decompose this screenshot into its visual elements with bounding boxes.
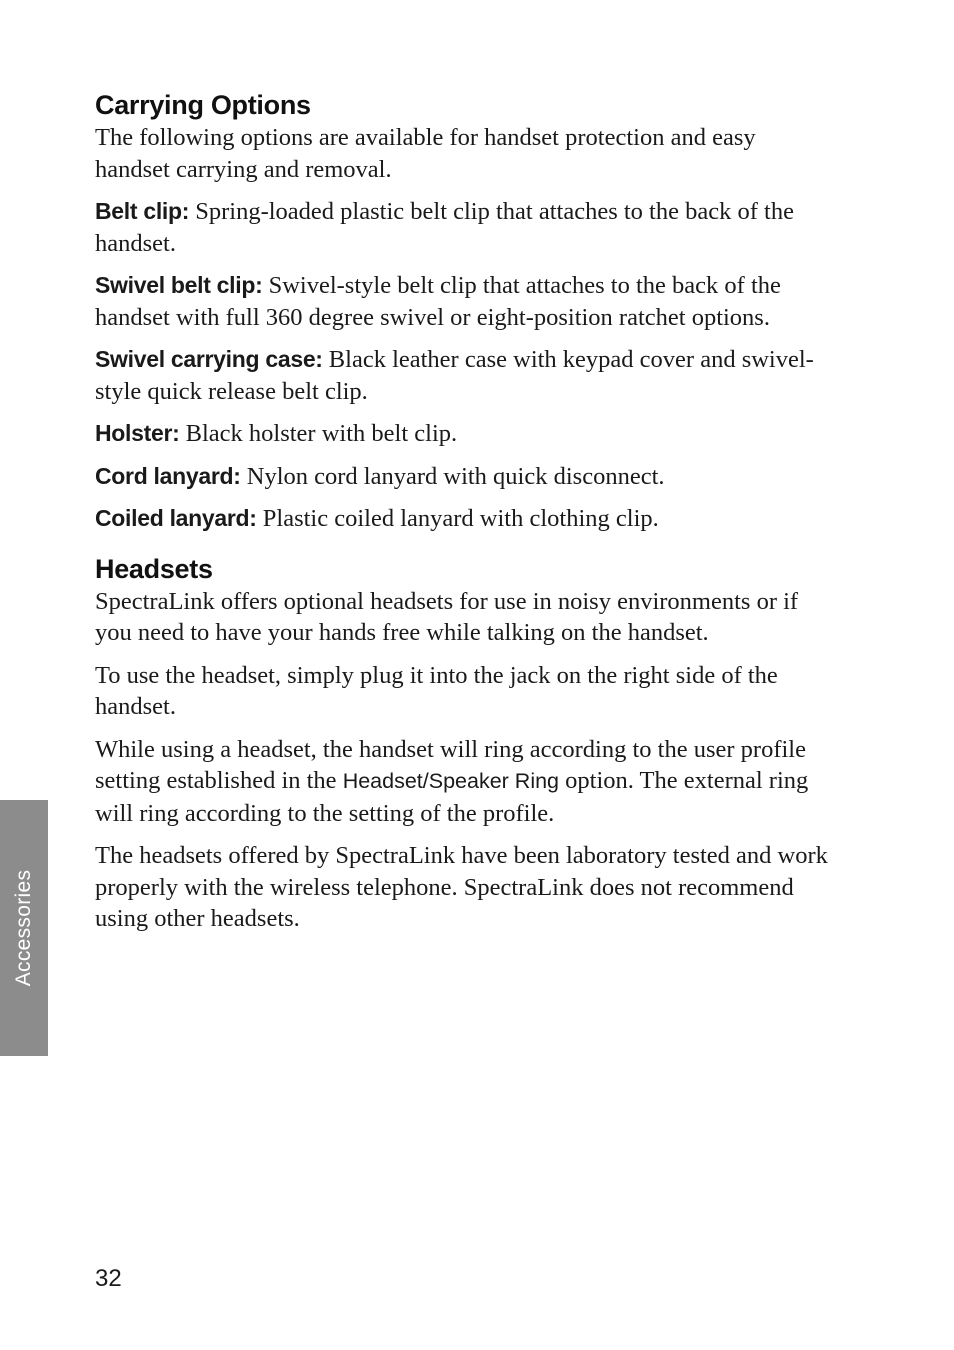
headsets-paragraph-1: SpectraLink offers optional headsets for use in noisy environments or if you need to have your hands free while talking on the handset. xyxy=(95,587,799,646)
option-swivel-carrying-case xyxy=(95,344,835,407)
menu-option-reference: Headset/Speaker Ring xyxy=(342,769,560,793)
option-swivel-belt-clip xyxy=(95,270,835,333)
section-heading-carrying-options: Carrying Options xyxy=(95,90,311,120)
option-term: Swivel belt clip: xyxy=(95,272,263,298)
option-description: Nylon cord lanyard with quick disconnect. xyxy=(240,462,665,490)
headsets-paragraph-2: To use the headset, simply plug it into the jack on the right side of the handset. xyxy=(95,661,778,720)
page-content xyxy=(95,88,835,946)
option-description: Swivel-style belt clip that attaches to the back of the handset with full 360 degree swivel or eight-position ratchet options. xyxy=(95,272,781,331)
page-number: 32 xyxy=(95,1265,122,1292)
paragraph-text: option. The external ring will ring according to the setting of the profile. xyxy=(95,767,809,827)
option-description: Black holster with belt clip. xyxy=(179,420,458,447)
option-term: Cord lanyard: xyxy=(95,462,241,489)
section-heading-headsets: Headsets xyxy=(95,553,213,584)
chapter-tab-label: Accessories xyxy=(12,869,35,987)
chapter-side-tab xyxy=(0,800,48,1056)
carrying-intro: The following options are available for handset protection and easy handset carrying and removal. xyxy=(95,124,756,183)
paragraph-text: While using a headset, the handset will ring according to the user profile setting established in the xyxy=(95,735,806,794)
option-holster xyxy=(95,418,835,450)
option-term: Swivel carrying case: xyxy=(95,346,323,372)
option-term: Holster: xyxy=(95,420,180,446)
option-term: Coiled lanyard: xyxy=(95,505,257,531)
option-description: Black leather case with keypad cover and swivel-style quick release belt clip. xyxy=(95,346,814,405)
headsets-paragraph-3 xyxy=(95,734,835,830)
option-coiled-lanyard xyxy=(95,503,835,535)
option-description: Plastic coiled lanyard with clothing clip. xyxy=(256,505,659,532)
option-term: Belt clip: xyxy=(95,198,190,224)
option-belt-clip xyxy=(95,196,835,259)
option-description: Spring-loaded plastic belt clip that attaches to the back of the handset. xyxy=(95,198,794,257)
headsets-paragraph-4: The headsets offered by SpectraLink have been laboratory tested and work properly with the wireless telephone. SpectraLink does not recommend using other headsets. xyxy=(95,842,828,932)
option-cord-lanyard xyxy=(95,461,835,493)
